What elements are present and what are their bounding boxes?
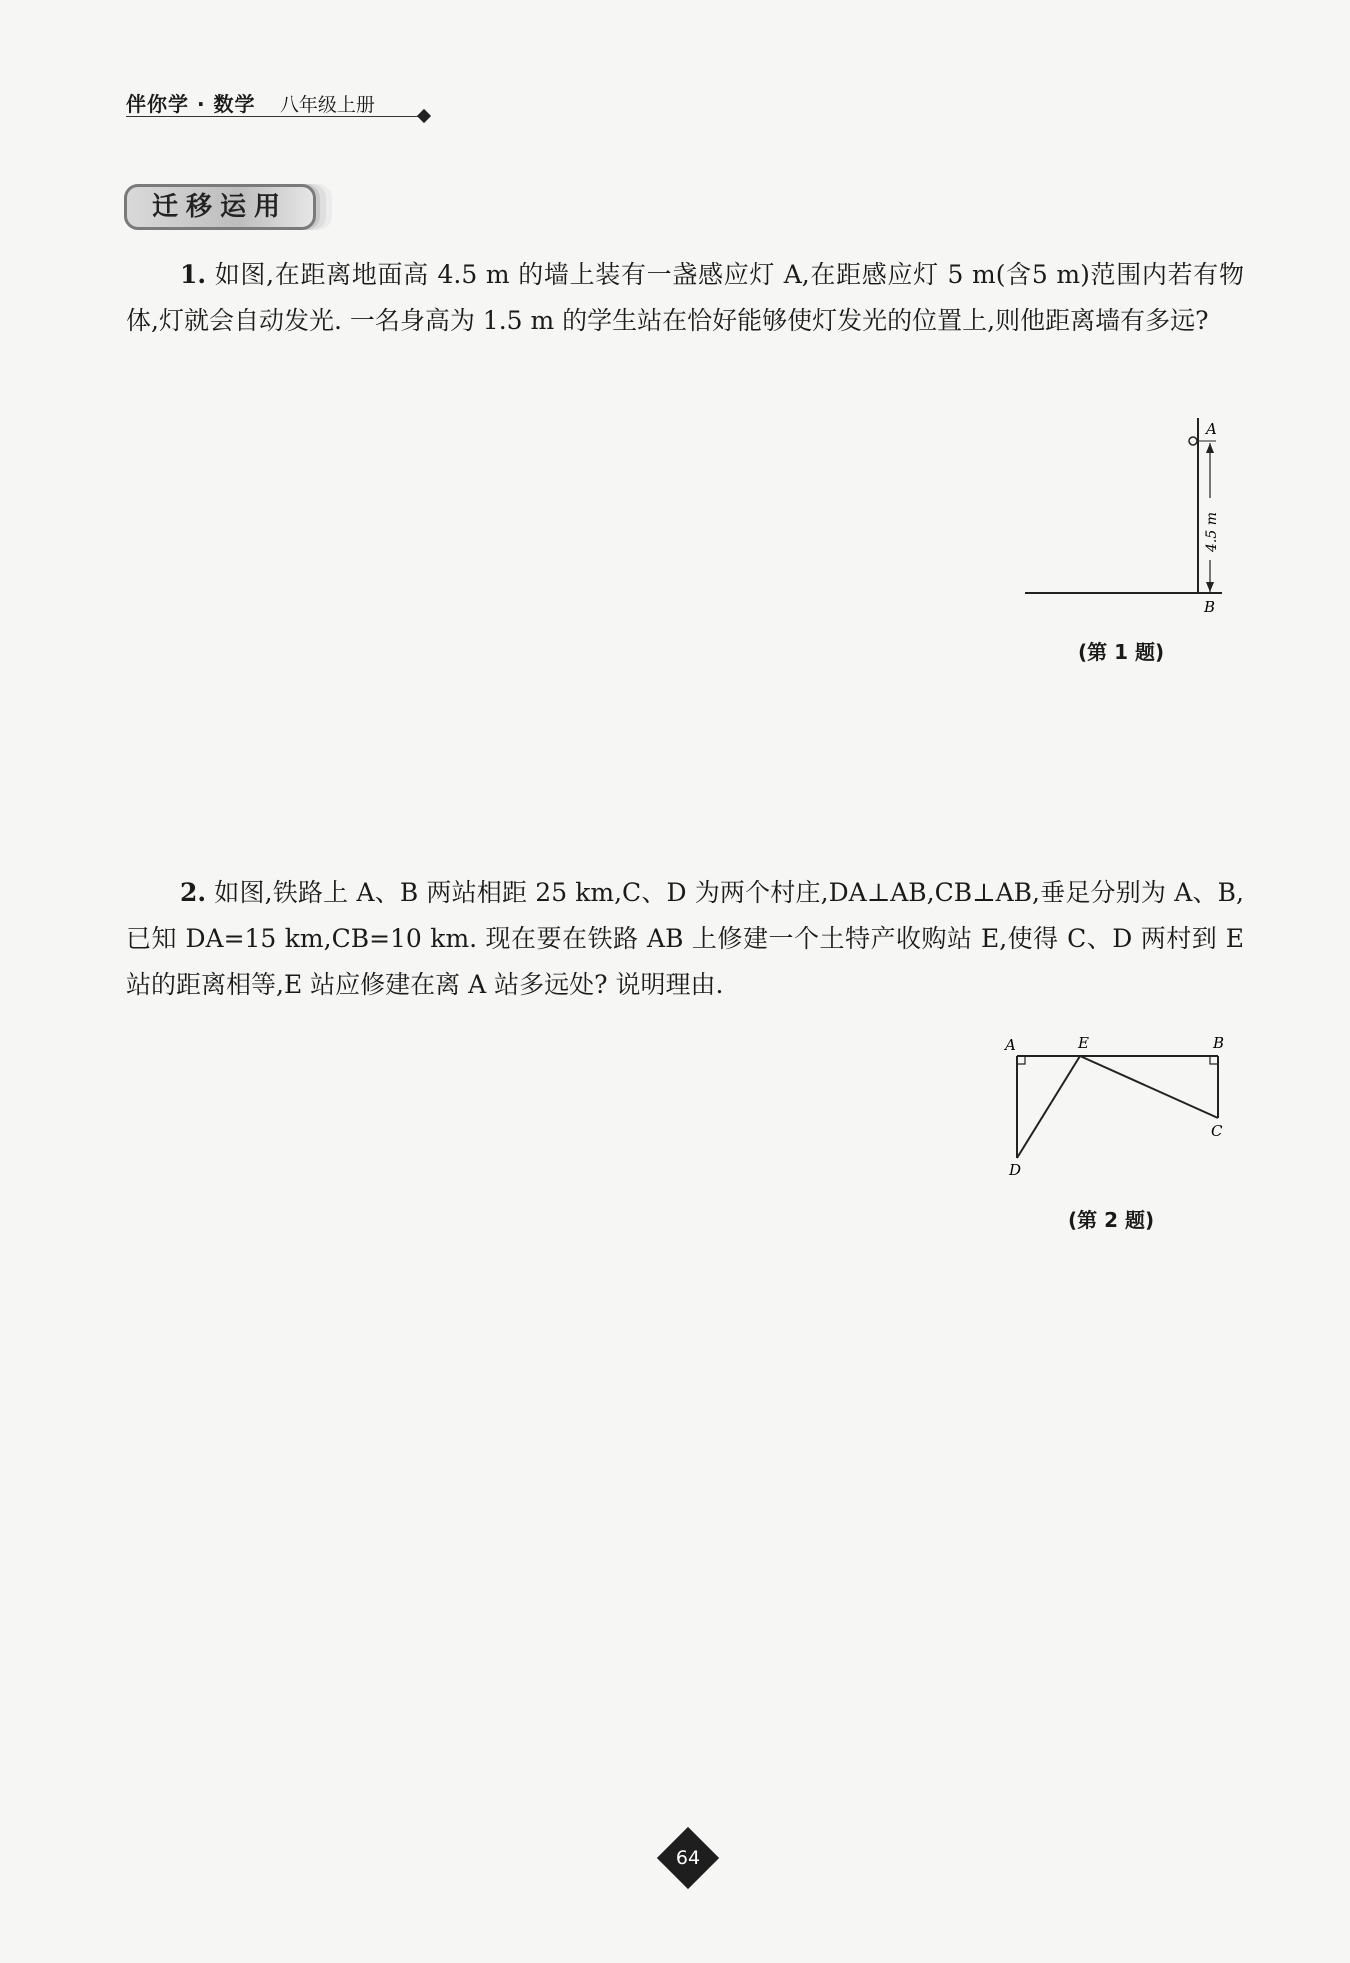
- figure-2: [1000, 1030, 1240, 1180]
- book-title: 伴你学 · 数学: [126, 92, 256, 116]
- point-c-label: C: [1211, 1122, 1223, 1140]
- figure-2-caption: (第 2 题): [1068, 1208, 1155, 1232]
- segment-ed: [1017, 1056, 1080, 1158]
- header-rule: [126, 116, 426, 117]
- point-b-label: B: [1204, 598, 1216, 616]
- point-a-label-2: A: [1005, 1036, 1016, 1054]
- lamp-icon: [1189, 437, 1197, 445]
- point-e-label: E: [1078, 1034, 1089, 1052]
- problem-1-number: 1.: [180, 260, 207, 289]
- point-d-label: D: [1009, 1161, 1022, 1179]
- volume-label: 八年级上册: [279, 94, 375, 116]
- figure-1-caption: (第 1 题): [1078, 640, 1165, 664]
- page-number: 64: [675, 1847, 701, 1869]
- problem-1-text: 如图,在距离地面高 4.5 m 的墙上装有一盏感应灯 A,在距感应灯 5 m(含5 m)范围内若有物体,灯就会自动发光. 一名身高为 1.5 m 的学生站在恰好能够使灯发光的位置上,则他距离墙有多远?: [126, 260, 1244, 335]
- point-a-label: A: [1206, 420, 1217, 438]
- right-angle-a: [1017, 1056, 1025, 1064]
- header-diamond-icon: [417, 109, 431, 123]
- running-header: [126, 88, 375, 117]
- dimension-arrow-bottom: [1206, 582, 1214, 592]
- problem-2-text: 如图,铁路上 A、B 两站相距 25 km,C、D 为两个村庄,DA⊥AB,CB⊥AB,垂足分别为 A、B,已知 DA=15 km,CB=10 km. 现在要在铁路 AB 上修建一个土特产收购站 E,使得 C、D 两村到 E 站的距离相等,E 站应修建在离 A 站多远处? 说明理由.: [126, 878, 1244, 999]
- right-angle-b: [1210, 1056, 1218, 1064]
- problem-2: [126, 870, 1244, 1008]
- figure-1: [1020, 412, 1250, 622]
- point-b-label-2: B: [1213, 1034, 1225, 1052]
- section-label: 迁移运用: [151, 192, 288, 222]
- problem-1: [126, 252, 1244, 344]
- problem-2-number: 2.: [180, 878, 207, 907]
- dimension-arrow-top: [1206, 443, 1214, 453]
- section-tag: [124, 184, 316, 230]
- height-label: 4.5 m: [1204, 512, 1220, 552]
- segment-ec: [1080, 1056, 1218, 1118]
